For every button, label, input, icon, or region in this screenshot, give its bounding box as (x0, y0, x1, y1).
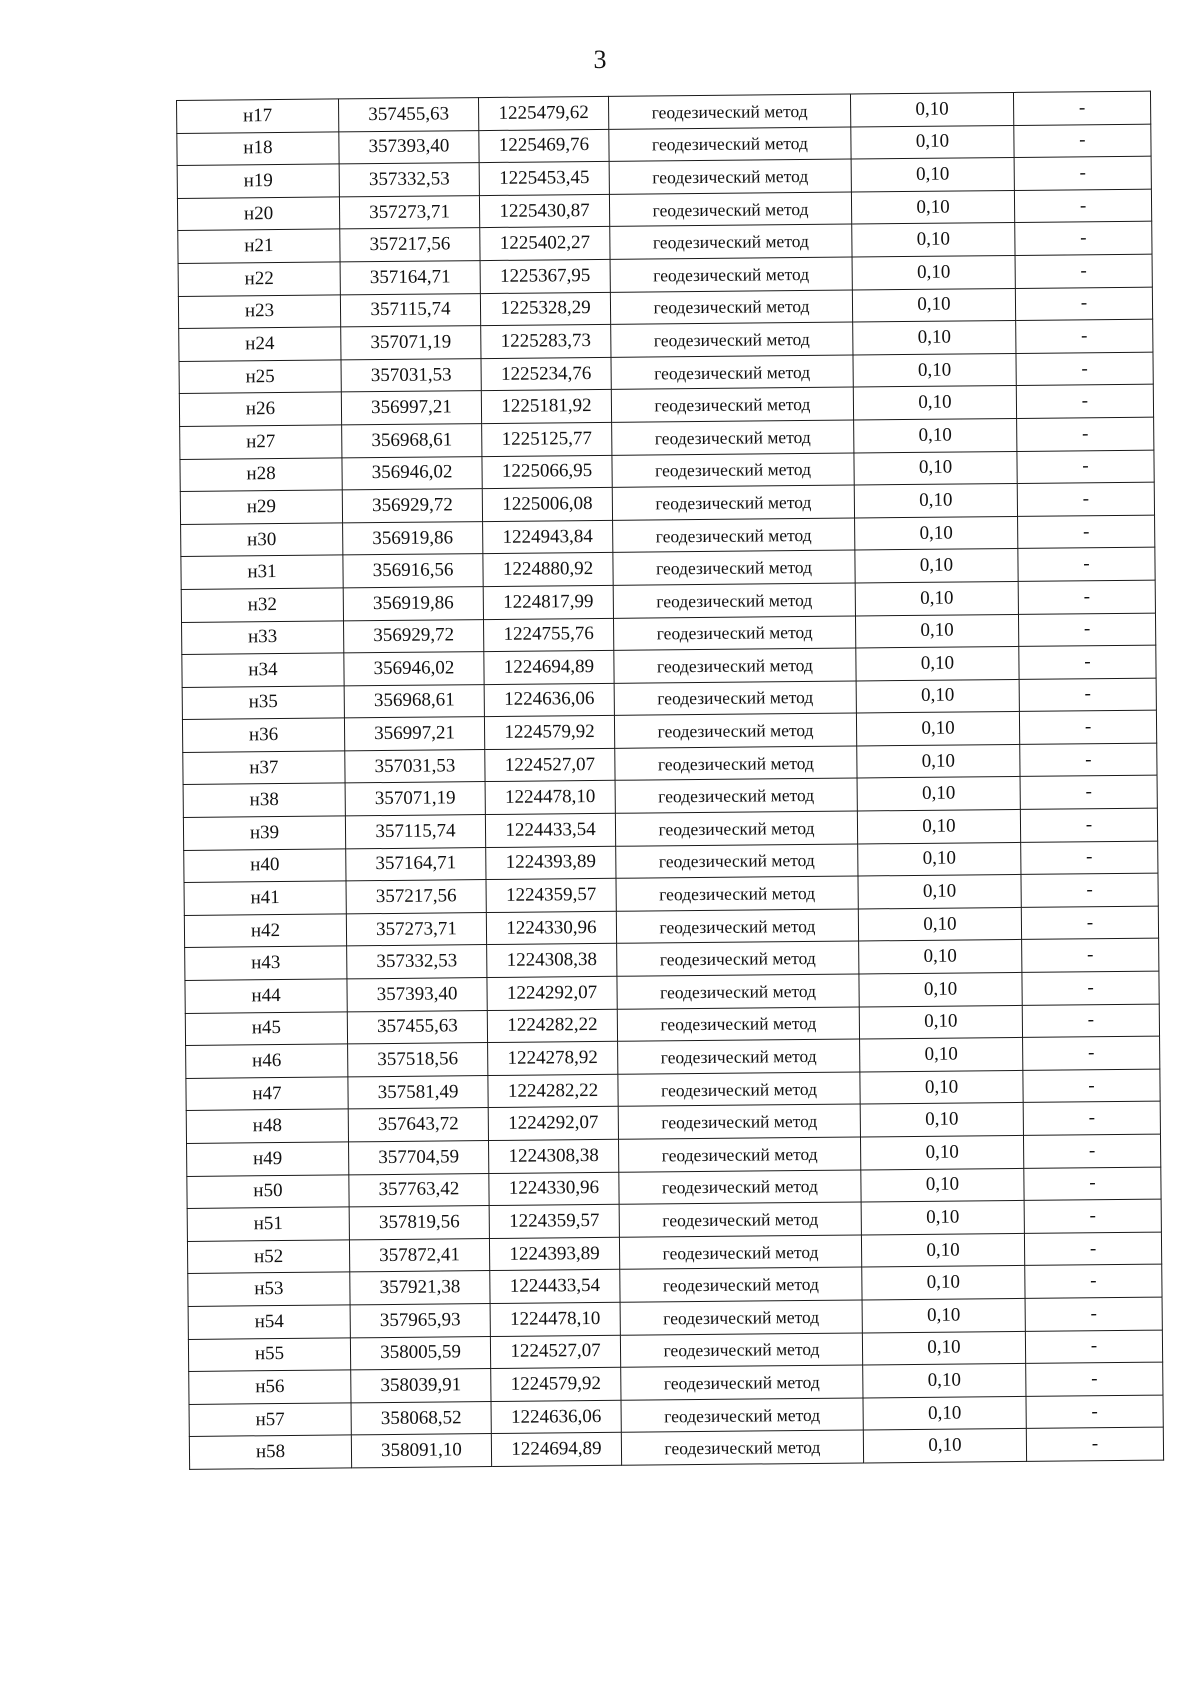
accuracy-cell: 0,10 (861, 1168, 1024, 1202)
point-name-cell: н40 (184, 849, 346, 883)
y-coordinate-cell: 1225283,73 (481, 324, 611, 358)
x-coordinate-cell: 356997,21 (341, 391, 481, 425)
accuracy-cell: 0,10 (858, 907, 1021, 941)
note-cell: - (1025, 1297, 1162, 1331)
y-coordinate-cell: 1225181,92 (481, 390, 611, 424)
y-coordinate-cell: 1224308,38 (487, 944, 617, 978)
method-cell: геодезический метод (613, 550, 855, 585)
accuracy-cell: 0,10 (857, 744, 1020, 778)
accuracy-cell: 0,10 (854, 418, 1017, 452)
y-coordinate-cell: 1224636,06 (491, 1400, 621, 1434)
point-name-cell: н22 (178, 262, 340, 296)
y-coordinate-cell: 1224636,06 (484, 683, 614, 717)
x-coordinate-cell: 357965,93 (350, 1304, 490, 1338)
method-cell: геодезический метод (611, 387, 853, 422)
point-name-cell: н36 (182, 718, 344, 752)
x-coordinate-cell: 356968,61 (344, 684, 484, 718)
method-cell: геодезический метод (613, 583, 855, 618)
point-name-cell: н44 (185, 979, 347, 1013)
point-name-cell: н51 (187, 1207, 349, 1241)
x-coordinate-cell: 357763,42 (349, 1173, 489, 1207)
y-coordinate-cell: 1224694,89 (484, 650, 614, 684)
point-name-cell: н23 (178, 294, 340, 328)
accuracy-cell: 0,10 (852, 223, 1015, 257)
method-cell: геодезический метод (619, 1202, 861, 1237)
method-cell: геодезический метод (612, 453, 854, 488)
x-coordinate-cell: 356929,72 (342, 489, 482, 523)
method-cell: геодезический метод (620, 1333, 862, 1368)
y-coordinate-cell: 1224433,54 (490, 1270, 620, 1304)
x-coordinate-cell: 357393,40 (347, 978, 487, 1012)
note-cell: - (1020, 776, 1157, 810)
accuracy-cell: 0,10 (862, 1331, 1025, 1365)
point-name-cell: н28 (180, 457, 342, 491)
method-cell: геодезический метод (620, 1300, 862, 1335)
method-cell: геодезический метод (620, 1267, 862, 1302)
y-coordinate-cell: 1224282,22 (488, 1074, 618, 1108)
accuracy-cell: 0,10 (852, 288, 1015, 322)
method-cell: геодезический метод (618, 1072, 860, 1107)
method-cell: геодезический метод (618, 1137, 860, 1172)
x-coordinate-cell: 357031,53 (341, 358, 481, 392)
note-cell: - (1019, 710, 1156, 744)
method-cell: геодезический метод (610, 257, 852, 292)
point-name-cell: н17 (177, 99, 339, 133)
note-cell: - (1022, 939, 1159, 973)
x-coordinate-cell: 358005,59 (350, 1336, 490, 1370)
y-coordinate-cell: 1224694,89 (491, 1433, 621, 1467)
accuracy-cell: 0,10 (855, 614, 1018, 648)
y-coordinate-cell: 1224478,10 (485, 781, 615, 815)
note-cell: - (1021, 906, 1158, 940)
method-cell: геодезический метод (619, 1170, 861, 1205)
note-cell: - (1015, 254, 1152, 288)
point-name-cell: н58 (189, 1435, 351, 1469)
note-cell: - (1023, 1102, 1160, 1136)
x-coordinate-cell: 357643,72 (348, 1108, 488, 1142)
y-coordinate-cell: 1224292,07 (488, 1107, 618, 1141)
accuracy-cell: 0,10 (861, 1233, 1024, 1267)
method-cell: геодезический метод (621, 1398, 863, 1433)
x-coordinate-cell: 358068,52 (351, 1401, 491, 1435)
point-name-cell: н30 (181, 523, 343, 557)
y-coordinate-cell: 1224330,96 (486, 911, 616, 945)
y-coordinate-cell: 1224393,89 (486, 846, 616, 880)
x-coordinate-cell: 357164,71 (340, 261, 480, 295)
accuracy-cell: 0,10 (852, 255, 1015, 289)
point-name-cell: н50 (187, 1174, 349, 1208)
note-cell: - (1018, 515, 1155, 549)
y-coordinate-cell: 1224755,76 (483, 618, 613, 652)
method-cell: геодезический метод (615, 778, 857, 813)
method-cell: геодезический метод (617, 941, 859, 976)
accuracy-cell: 0,10 (856, 712, 1019, 746)
coordinates-table-body (177, 91, 1164, 1469)
y-coordinate-cell: 1225402,27 (480, 227, 610, 261)
note-cell: - (1022, 1004, 1159, 1038)
note-cell: - (1015, 222, 1152, 256)
note-cell: - (1025, 1264, 1162, 1298)
accuracy-cell: 0,10 (853, 386, 1016, 420)
accuracy-cell: 0,10 (855, 549, 1018, 583)
point-name-cell: н27 (180, 425, 342, 459)
point-name-cell: н35 (182, 686, 344, 720)
x-coordinate-cell: 356916,56 (343, 554, 483, 588)
point-name-cell: н24 (179, 327, 341, 361)
method-cell: геодезический метод (613, 518, 855, 553)
y-coordinate-cell: 1224579,92 (491, 1367, 621, 1401)
point-name-cell: н19 (177, 164, 339, 198)
method-cell: геодезический метод (616, 844, 858, 879)
accuracy-cell: 0,10 (859, 940, 1022, 974)
accuracy-cell: 0,10 (854, 484, 1017, 518)
x-coordinate-cell: 357332,53 (339, 163, 479, 197)
point-name-cell: н21 (178, 229, 340, 263)
method-cell: геодезический метод (619, 1235, 861, 1270)
accuracy-cell: 0,10 (850, 92, 1013, 126)
accuracy-cell: 0,10 (860, 1103, 1023, 1137)
method-cell: геодезический метод (612, 420, 854, 455)
coordinates-table-container (176, 91, 1164, 1470)
x-coordinate-cell: 356929,72 (344, 619, 484, 653)
method-cell: геодезический метод (614, 713, 856, 748)
method-cell: геодезический метод (621, 1430, 863, 1465)
accuracy-cell: 0,10 (859, 972, 1022, 1006)
method-cell: геодезический метод (621, 1365, 863, 1400)
note-cell: - (1016, 319, 1153, 353)
y-coordinate-cell: 1225328,29 (480, 292, 610, 326)
x-coordinate-cell: 357455,63 (338, 98, 478, 132)
accuracy-cell: 0,10 (851, 158, 1014, 192)
method-cell: геодезический метод (611, 355, 853, 390)
x-coordinate-cell: 357217,56 (346, 880, 486, 914)
x-coordinate-cell: 357581,49 (348, 1075, 488, 1109)
accuracy-cell: 0,10 (851, 125, 1014, 159)
accuracy-cell: 0,10 (853, 321, 1016, 355)
note-cell: - (1026, 1362, 1163, 1396)
note-cell: - (1014, 124, 1151, 158)
x-coordinate-cell: 356919,86 (343, 521, 483, 555)
method-cell: геодезический метод (617, 974, 859, 1009)
note-cell: - (1017, 450, 1154, 484)
y-coordinate-cell: 1225234,76 (481, 357, 611, 391)
x-coordinate-cell: 356968,61 (342, 424, 482, 458)
y-coordinate-cell: 1225453,45 (479, 162, 609, 196)
note-cell: - (1015, 287, 1152, 321)
x-coordinate-cell: 356997,21 (344, 717, 484, 751)
point-name-cell: н53 (188, 1272, 350, 1306)
x-coordinate-cell: 357031,53 (345, 749, 485, 783)
note-cell: - (1019, 645, 1156, 679)
coordinates-table (176, 91, 1164, 1470)
method-cell: геодезический метод (610, 290, 852, 325)
x-coordinate-cell: 357071,19 (345, 782, 485, 816)
point-name-cell: н54 (188, 1305, 350, 1339)
x-coordinate-cell: 357217,56 (340, 228, 480, 262)
x-coordinate-cell: 357273,71 (346, 912, 486, 946)
accuracy-cell: 0,10 (854, 451, 1017, 485)
note-cell: - (1023, 1069, 1160, 1103)
x-coordinate-cell: 357518,56 (348, 1043, 488, 1077)
note-cell: - (1024, 1199, 1161, 1233)
accuracy-cell: 0,10 (862, 1266, 1025, 1300)
y-coordinate-cell: 1224880,92 (483, 553, 613, 587)
y-coordinate-cell: 1225066,95 (482, 455, 612, 489)
method-cell: геодезический метод (613, 616, 855, 651)
method-cell: геодезический метод (615, 811, 857, 846)
method-cell: геодезический метод (615, 746, 857, 781)
point-name-cell: н42 (184, 914, 346, 948)
note-cell: - (1021, 873, 1158, 907)
method-cell: геодезический метод (614, 681, 856, 716)
note-cell: - (1018, 580, 1155, 614)
page-number: 3 (593, 45, 607, 74)
y-coordinate-cell: 1224433,54 (485, 813, 615, 847)
accuracy-cell: 0,10 (861, 1201, 1024, 1235)
note-cell: - (1014, 189, 1151, 223)
point-name-cell: н18 (177, 132, 339, 166)
accuracy-cell: 0,10 (860, 1038, 1023, 1072)
point-name-cell: н38 (183, 783, 345, 817)
method-cell: геодезический метод (614, 648, 856, 683)
note-cell: - (1014, 156, 1151, 190)
note-cell: - (1023, 1134, 1160, 1168)
method-cell: геодезический метод (611, 322, 853, 357)
note-cell: - (1026, 1395, 1163, 1429)
x-coordinate-cell: 357921,38 (350, 1271, 490, 1305)
x-coordinate-cell: 358091,10 (351, 1434, 491, 1468)
accuracy-cell: 0,10 (863, 1429, 1026, 1463)
point-name-cell: н46 (186, 1044, 348, 1078)
method-cell: геодезический метод (612, 485, 854, 520)
accuracy-cell: 0,10 (853, 353, 1016, 387)
accuracy-cell: 0,10 (859, 1005, 1022, 1039)
accuracy-cell: 0,10 (858, 875, 1021, 909)
y-coordinate-cell: 1225006,08 (482, 487, 612, 521)
point-name-cell: н34 (182, 653, 344, 687)
note-cell: - (1017, 482, 1154, 516)
x-coordinate-cell: 357115,74 (340, 293, 480, 327)
point-name-cell: н52 (187, 1240, 349, 1274)
accuracy-cell: 0,10 (856, 679, 1019, 713)
point-name-cell: н25 (179, 360, 341, 394)
accuracy-cell: 0,10 (856, 647, 1019, 681)
note-cell: - (1024, 1167, 1161, 1201)
x-coordinate-cell: 357071,19 (341, 326, 481, 360)
y-coordinate-cell: 1224527,07 (485, 748, 615, 782)
x-coordinate-cell: 357819,56 (349, 1206, 489, 1240)
y-coordinate-cell: 1224359,57 (489, 1204, 619, 1238)
point-name-cell: н39 (183, 816, 345, 850)
y-coordinate-cell: 1224527,07 (490, 1335, 620, 1369)
accuracy-cell: 0,10 (860, 1070, 1023, 1104)
x-coordinate-cell: 357164,71 (346, 847, 486, 881)
point-name-cell: н45 (185, 1012, 347, 1046)
method-cell: геодезический метод (608, 94, 850, 129)
point-name-cell: н57 (189, 1403, 351, 1437)
accuracy-cell: 0,10 (863, 1396, 1026, 1430)
y-coordinate-cell: 1224278,92 (488, 1042, 618, 1076)
accuracy-cell: 0,10 (858, 842, 1021, 876)
accuracy-cell: 0,10 (851, 190, 1014, 224)
point-name-cell: н29 (180, 490, 342, 524)
y-coordinate-cell: 1224330,96 (489, 1172, 619, 1206)
y-coordinate-cell: 1224282,22 (487, 1009, 617, 1043)
point-name-cell: н48 (186, 1109, 348, 1143)
point-name-cell: н31 (181, 555, 343, 589)
point-name-cell: н56 (189, 1370, 351, 1404)
method-cell: геодезический метод (610, 224, 852, 259)
point-name-cell: н20 (177, 197, 339, 231)
point-name-cell: н26 (179, 392, 341, 426)
method-cell: геодезический метод (609, 192, 851, 227)
x-coordinate-cell: 356946,02 (344, 652, 484, 686)
y-coordinate-cell: 1224292,07 (487, 976, 617, 1010)
x-coordinate-cell: 357115,74 (345, 815, 485, 849)
x-coordinate-cell: 357455,63 (347, 1010, 487, 1044)
note-cell: - (1017, 417, 1154, 451)
x-coordinate-cell: 356946,02 (342, 456, 482, 490)
accuracy-cell: 0,10 (857, 809, 1020, 843)
y-coordinate-cell: 1225367,95 (480, 259, 610, 293)
method-cell: геодезический метод (609, 159, 851, 194)
y-coordinate-cell: 1225125,77 (482, 422, 612, 456)
method-cell: геодезический метод (618, 1039, 860, 1074)
note-cell: - (1026, 1427, 1163, 1461)
x-coordinate-cell: 357332,53 (347, 945, 487, 979)
y-coordinate-cell: 1225430,87 (479, 194, 609, 228)
note-cell: - (1024, 1232, 1161, 1266)
note-cell: - (1025, 1330, 1162, 1364)
point-name-cell: н41 (184, 881, 346, 915)
accuracy-cell: 0,10 (855, 581, 1018, 615)
y-coordinate-cell: 1224817,99 (483, 585, 613, 619)
accuracy-cell: 0,10 (855, 516, 1018, 550)
note-cell: - (1013, 91, 1150, 125)
note-cell: - (1021, 841, 1158, 875)
point-name-cell: н32 (181, 588, 343, 622)
y-coordinate-cell: 1224943,84 (483, 520, 613, 554)
point-name-cell: н47 (186, 1077, 348, 1111)
x-coordinate-cell: 357872,41 (349, 1238, 489, 1272)
note-cell: - (1022, 971, 1159, 1005)
y-coordinate-cell: 1225479,62 (478, 96, 608, 130)
point-name-cell: н43 (185, 946, 347, 980)
note-cell: - (1020, 743, 1157, 777)
note-cell: - (1019, 678, 1156, 712)
note-cell: - (1016, 384, 1153, 418)
note-cell: - (1023, 1036, 1160, 1070)
method-cell: геодезический метод (609, 127, 851, 162)
accuracy-cell: 0,10 (857, 777, 1020, 811)
x-coordinate-cell: 357393,40 (339, 130, 479, 164)
accuracy-cell: 0,10 (860, 1135, 1023, 1169)
x-coordinate-cell: 356919,86 (343, 586, 483, 620)
method-cell: геодезический метод (616, 909, 858, 944)
point-name-cell: н33 (182, 620, 344, 654)
x-coordinate-cell: 357704,59 (349, 1141, 489, 1175)
y-coordinate-cell: 1225469,76 (479, 129, 609, 163)
point-name-cell: н49 (187, 1142, 349, 1176)
accuracy-cell: 0,10 (862, 1298, 1025, 1332)
y-coordinate-cell: 1224478,10 (490, 1302, 620, 1336)
y-coordinate-cell: 1224359,57 (486, 879, 616, 913)
method-cell: геодезический метод (616, 876, 858, 911)
note-cell: - (1018, 547, 1155, 581)
accuracy-cell: 0,10 (863, 1364, 1026, 1398)
method-cell: геодезический метод (618, 1104, 860, 1139)
y-coordinate-cell: 1224308,38 (489, 1139, 619, 1173)
method-cell: геодезический метод (617, 1007, 859, 1042)
x-coordinate-cell: 357273,71 (339, 195, 479, 229)
x-coordinate-cell: 358039,91 (351, 1369, 491, 1403)
y-coordinate-cell: 1224579,92 (484, 716, 614, 750)
point-name-cell: н37 (183, 751, 345, 785)
point-name-cell: н55 (188, 1337, 350, 1371)
note-cell: - (1020, 808, 1157, 842)
y-coordinate-cell: 1224393,89 (489, 1237, 619, 1271)
note-cell: - (1016, 352, 1153, 386)
note-cell: - (1018, 613, 1155, 647)
